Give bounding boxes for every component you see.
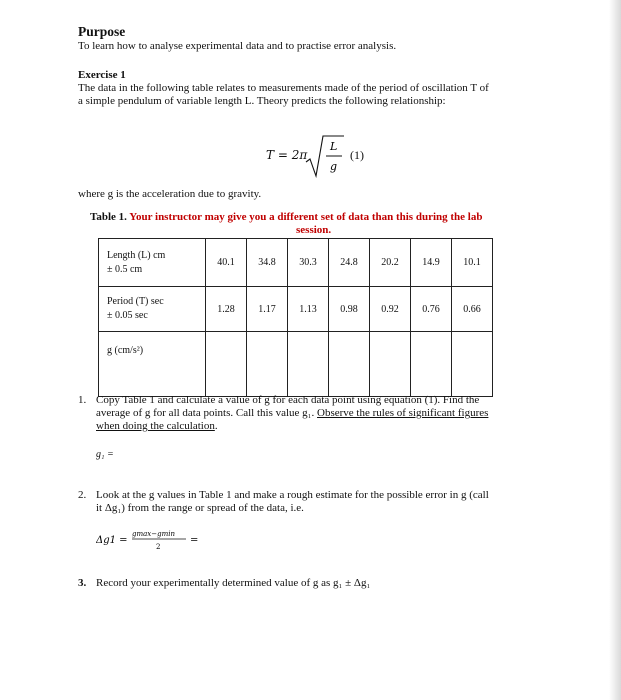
question-line: Look at the g values in Table 1 and make a rough estimate for the possible error in g (call [96,489,489,501]
table-cell: 34.8 [247,239,288,287]
row-header-line: g (cm/s²) [107,345,144,356]
table-label: Table 1. [90,211,127,223]
question-line [96,420,556,433]
purpose-text: To learn how to analyse experimental data and to practise error analysis. [78,40,397,52]
row-header-line: Length (L) cm [107,249,166,261]
table-cell: 0.76 [411,287,452,332]
question-number: 2. [78,489,87,501]
table-cell: 1.13 [288,287,329,332]
table-cell: 14.9 [411,239,452,287]
question-body [96,394,556,433]
table-cell: 30.3 [288,239,329,287]
question-line: Copy Table 1 and calculate a value of g for each data point using equation (1). Find the [96,394,480,406]
row-header-uncertainty: ± 0.05 sec [107,310,148,321]
table-cell: 1.28 [206,287,247,332]
table-cell: 24.8 [329,239,370,287]
equation-lhs: T = 2π [266,148,308,162]
table-caption [90,211,482,223]
table-cell [247,332,288,397]
pendulum-equation [266,132,406,182]
equation-number: (1) [350,148,364,162]
question-text: average of g for all data points. Call this value g₁. [96,407,315,419]
question-emphasis: when doing the calculation [96,420,215,432]
table-row-length [99,239,493,287]
table-cell [206,332,247,397]
where-line: where g is the acceleration due to gravity. [78,188,262,200]
error-formula-lhs: Δg1 = [96,535,128,546]
table-cell: 0.92 [370,287,411,332]
equation-denominator: g [330,160,338,173]
table-cell [329,332,370,397]
question-number: 1. [78,394,87,406]
error-formula-numerator: gmax−gmin [132,530,175,538]
exercise-heading: Exercise 1 [78,69,126,81]
g1-answer-line: g₁ = [96,449,114,460]
question-body: Record your experimentally determined value of g as g₁ ± Δg₁ [96,577,371,589]
question-text: . [214,420,218,432]
equation-numerator: L [330,140,338,153]
sqrt-fraction [304,132,346,182]
purpose-heading: Purpose [78,24,126,39]
row-header-line: Period (T) sec [107,296,164,307]
row-header-length [99,239,206,287]
table-cell [370,332,411,397]
error-formula-denominator: 2 [156,543,161,551]
table-cell: 1.17 [247,287,288,332]
row-header-period [99,287,206,332]
table-cell: 0.98 [329,287,370,332]
table-cell: 20.2 [370,239,411,287]
page-edge-shadow [609,0,621,700]
exercise-text-line-1: The data in the following table relates to measurements made of the period of oscillation T of [78,82,489,94]
error-formula [96,527,296,553]
exercise-text-line-2: a simple pendulum of variable length L. Theory predicts the following relationship: [78,95,446,107]
question-body [96,489,556,515]
table-note: Your instructor may give you a different set of data than this during the lab [129,211,483,223]
table-note-continued: session. [296,224,332,236]
row-header-uncertainty: ± 0.5 cm [107,263,143,275]
question-number: 3. [78,577,87,589]
table-cell [288,332,329,397]
question-line: it Δg₁) from the range or spread of the data, i.e. [96,502,304,514]
table-cell: 10.1 [452,239,493,287]
table-row-period [99,287,493,332]
table-row-g [99,332,493,397]
table-cell [411,332,452,397]
question-line [96,407,556,420]
row-header-g [99,332,206,397]
table-cell: 40.1 [206,239,247,287]
question-emphasis: Observe the rules of significant figures [317,407,489,419]
table-cell: 0.66 [452,287,493,332]
error-formula-rhs: = [190,535,199,546]
table-cell [452,332,493,397]
data-table [98,238,493,397]
